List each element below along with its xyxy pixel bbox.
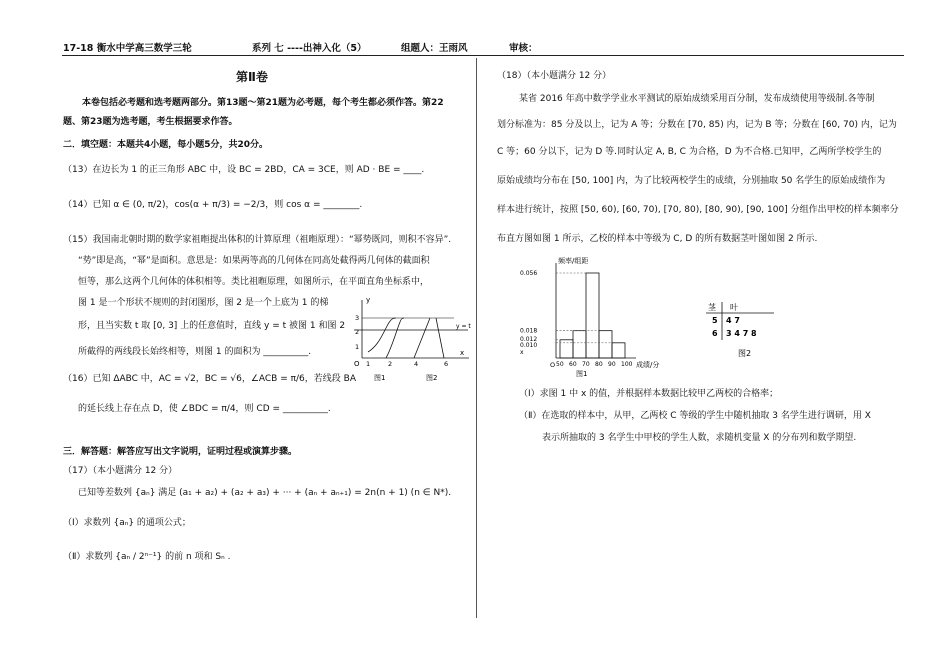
q15-origin: O <box>354 360 360 368</box>
q15-tick-y1: 1 <box>355 343 360 351</box>
leaf-header: 叶 <box>730 303 738 312</box>
stem-6: 6 <box>712 329 718 338</box>
q15-figure <box>344 292 476 384</box>
header-reviewer: 审核： <box>509 43 538 54</box>
question-15-line-2: “势”即是高，“幂”是面积。意思是：如果两等高的几何体在同高处截得两几何体的截面积 <box>78 256 430 266</box>
question-17-line-1: 已知等差数列 {aₙ} 满足 (a₁ + a₂) + (a₂ + a₃) + ··· + (aₙ + aₙ₊₁) = 2n(n + 1) (n ∈ N*). <box>78 488 452 498</box>
q15-figure1-left <box>368 318 396 352</box>
question-18-para-6: 布直方图如图 1 所示，乙校的样本中等级为 C, D 的所有数据茎叶图如图 2 所示. <box>497 234 818 244</box>
intro-line-1: 本卷包括必考题和选考题两部分。第13题～第21题为必考题，每个考生都必须作答。第22 <box>82 98 444 108</box>
q15-tick-y2: 2 <box>355 328 360 336</box>
stem-leaf-plot <box>706 300 786 362</box>
hist-y-tick-1: 0.018 <box>520 327 538 335</box>
question-13: （13）在边长为 1 的正三角形 ABC 中，设 BC = 2BD，CA = 3CE，则 AD · BE = ____. <box>63 165 425 175</box>
hist-x-tick-70: 70 <box>582 361 590 368</box>
header-school: 17-18 衡水中学高三数学三轮 <box>63 43 192 54</box>
question-18-sub-3: 表示所抽取的 3 名学生中甲校的学生人数，求随机变量 X 的分布列和数学期望. <box>542 433 857 443</box>
question-16-line-1: （16）已知 ΔABC 中，AC = √2，BC = √6，∠ACB = π/6，若线段 BA <box>63 374 356 384</box>
q15-trapezoid-left <box>414 318 430 358</box>
hist-bar-50-60 <box>560 340 573 358</box>
q15-caption-2: 图2 <box>426 374 438 382</box>
question-17-part-2: （Ⅱ）求数列 {aₙ / 2ⁿ⁻¹} 的前 n 项和 Sₙ . <box>63 552 231 562</box>
question-18-para-2: 划分标准为：85 分及以上，记为 A 等；分数在 [70, 85) 内，记为 B 等；分数在 [60, 70) 内，记为 <box>497 120 897 130</box>
question-18-head: （18）（本小题满分 12 分） <box>497 71 612 81</box>
hist-origin: O <box>550 361 556 369</box>
stem-5: 5 <box>712 316 718 325</box>
question-18-para-3: C 等；60 分以下，记为 D 等.同时认定 A, B, C 为合格，D 为不合格.已知甲，乙两所学校学生的 <box>497 147 882 157</box>
q15-figure1-right <box>386 318 404 358</box>
q15-tick-y3: 3 <box>355 314 360 322</box>
question-14: （14）已知 α ∈ (0, π/2)，cos(α + π/3) = −2/3，则 cos α = ________. <box>63 200 363 210</box>
question-15-line-4: 图 1 是一个形状不规则的封闭图形，图 2 是一个上底为 1 的梯 <box>78 298 329 308</box>
stem-leaf-caption: 图2 <box>738 349 752 358</box>
question-15-line-5: 形，且当实数 t 取 [0, 3] 上的任意值时，直线 y = t 被图 1 和图 2 <box>78 321 346 331</box>
question-17-part-1: （Ⅰ）求数列 {aₙ} 的通项公式； <box>63 518 191 528</box>
part-title: 第Ⅱ卷 <box>236 70 268 84</box>
hist-caption: 图1 <box>576 370 588 378</box>
hist-x-label: 成绩/分 <box>636 361 660 369</box>
histogram-chart <box>518 255 678 380</box>
q15-tick-x1: 1 <box>366 360 371 368</box>
question-17-head: （17）（本小题满分 12 分） <box>63 466 178 476</box>
q15-x-label: x <box>460 349 465 357</box>
hist-x-tick-80: 80 <box>595 361 603 368</box>
question-15-line-6: 所截得的两线段长始终相等，则图 1 的面积为 __________. <box>78 347 312 357</box>
hist-bar-90-100 <box>612 343 625 358</box>
question-16-line-2: 的延长线上存在点 D，使 ∠BDC = π/4，则 CD = __________. <box>78 404 331 414</box>
question-18-sub-1: （Ⅰ）求图 1 中 x 的值，并根据样本数据比较甲乙两校的合格率； <box>519 389 779 399</box>
q15-tick-x4: 4 <box>414 360 419 368</box>
hist-x-tick-60: 60 <box>569 361 577 368</box>
hist-bar-60-70 <box>573 331 586 358</box>
q15-tick-x2: 2 <box>388 360 393 368</box>
hist-y-tick-2: 0.012 <box>520 335 538 343</box>
question-18-para-5: 样本进行统计，按照 [50, 60), [60, 70), [70, 80), [80, 90), [90, 100] 分组作出甲校的样本频率分 <box>497 205 899 215</box>
header-series: 系列 七 ----出神入化（5） <box>252 43 367 54</box>
hist-x-tick-100: 100 <box>621 361 633 368</box>
q15-line-label: y = t <box>456 323 471 330</box>
q15-y-label: y <box>366 296 371 304</box>
column-divider <box>476 58 477 618</box>
fill-heading: 二．填空题：本题共4小题，每小题5分，共20分。 <box>63 140 269 150</box>
leaves-5: 4 7 <box>726 316 740 325</box>
intro-line-2: 题、第23题为选考题，考生根据要求作答。 <box>63 117 238 127</box>
leaves-6: 3 4 7 8 <box>726 329 757 338</box>
hist-y-tick-0: 0.056 <box>520 270 538 277</box>
hist-bar-70-80 <box>586 273 599 358</box>
solve-heading: 三．解答题：解答应写出文字说明，证明过程或演算步骤。 <box>63 447 298 457</box>
hist-x-tick-50: 50 <box>556 361 564 368</box>
question-15-line-3: 恒等，那么这两个几何体的体积相等。类比祖暅原理，如图所示，在平面直角坐标系中， <box>78 277 430 287</box>
hist-x-tick-90: 90 <box>608 361 616 368</box>
question-18-sub-2: （Ⅱ）在选取的样本中，从甲，乙两校 C 等级的学生中随机抽取 3 名学生进行调研，用 X <box>519 411 871 421</box>
q15-tick-x6: 6 <box>444 360 449 368</box>
stem-header: 茎 <box>708 303 716 312</box>
question-18-para-1: 某省 2016 年高中数学学业水平测试的原始成绩采用百分制，发布成绩使用等级制.各等制 <box>519 94 875 104</box>
question-18-para-4: 原始成绩均分布在 [50, 100] 内，为了比较两校学生的成绩，分别抽取 50 名学生的原始成绩作为 <box>497 176 886 186</box>
header-rule <box>62 55 904 56</box>
hist-bar-80-90 <box>599 331 612 358</box>
question-15-line-1: （15）我国南北朝时期的数学家祖暅提出体积的计算原理（祖暅原理）：“幂势既同，则积不容异”. <box>63 235 452 245</box>
hist-y-label: 频率/组距 <box>558 257 589 265</box>
q15-caption-1: 图1 <box>374 374 386 382</box>
hist-y-tick-3: 0.010 <box>520 341 538 349</box>
hist-y-tick-4: x <box>520 348 524 356</box>
q15-trapezoid-right <box>436 318 444 358</box>
header-setter: 组题人：王雨风 <box>401 43 468 54</box>
